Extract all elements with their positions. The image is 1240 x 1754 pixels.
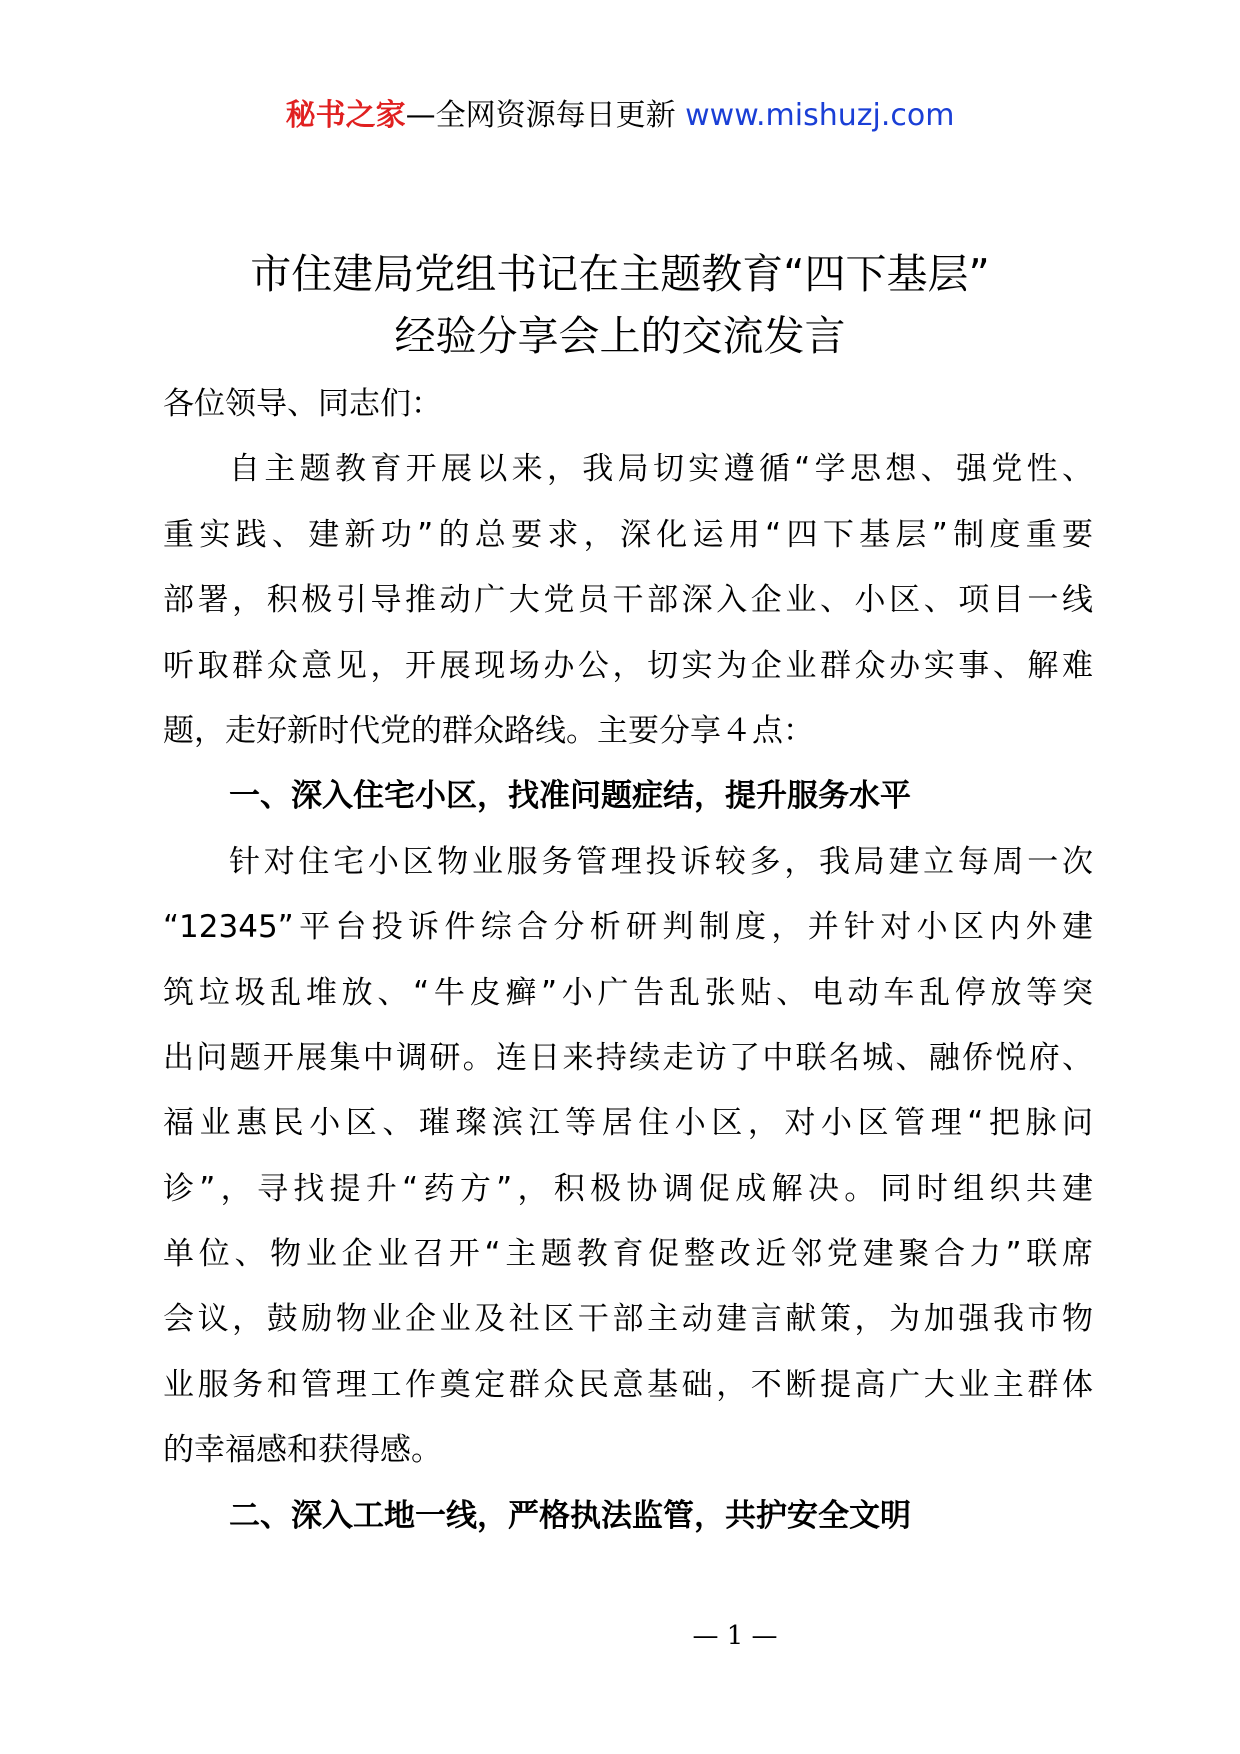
section1-line: 筑垃圾乱堆放、“牛皮癣”小广告乱张贴、电动车乱停放等突	[163, 974, 1093, 1011]
section1-line: 单位、物业企业召开“主题教育促整改近邻党建聚合力”联席	[163, 1236, 1093, 1273]
title-line-2: 经验分享会上的交流发言	[394, 312, 846, 360]
section1-line: 针对住宅小区物业服务管理投诉较多，我局建立每周一次	[229, 843, 1093, 880]
document-body	[163, 372, 1093, 1549]
intro-line: 重实践、建新功”的总要求，深化运用“四下基层”制度重要	[163, 516, 1093, 553]
intro-line: 听取群众意见，开展现场办公，切实为企业群众办实事、解难	[163, 647, 1093, 684]
section1-line: 诊”，寻找提升“药方”，积极协调促成解决。同时组织共建	[163, 1170, 1093, 1207]
site-tagline: —全网资源每日更新	[405, 98, 686, 133]
section1-line: 业服务和管理工作奠定群众民意基础，不断提高广大业主群体	[163, 1366, 1093, 1403]
section-heading-1: 一、深入住宅小区，找准问题症结，提升服务水平	[229, 778, 911, 815]
section1-line: “12345”平台投诉件综合分析研判制度，并针对小区内外建	[163, 909, 1093, 946]
page-number: — 1 —	[692, 1621, 778, 1651]
site-url[interactable]: www.mishuzj.com	[685, 98, 955, 133]
intro-line: 题，走好新时代党的群众路线。主要分享４点：	[163, 712, 814, 749]
section-heading-2: 二、深入工地一线，严格执法监管，共护安全文明	[229, 1497, 911, 1534]
section1-line: 会议，鼓励物业企业及社区干部主动建言献策，为加强我市物	[163, 1301, 1093, 1338]
section1-line: 出问题开展集中调研。连日来持续走访了中联名城、融侨悦府、	[163, 1039, 1093, 1076]
section1-line: 福业惠民小区、璀璨滨江等居住小区，对小区管理“把脉问	[163, 1105, 1093, 1142]
site-banner	[0, 96, 1240, 136]
title-line-1: 市住建局党组书记在主题教育“四下基层”	[250, 250, 990, 298]
intro-line: 部署，积极引导推动广大党员干部深入企业、小区、项目一线	[163, 582, 1093, 619]
section1-line: 的幸福感和获得感。	[163, 1432, 442, 1469]
salutation: 各位领导、同志们：	[163, 386, 442, 422]
site-brand: 秘书之家	[285, 98, 406, 133]
document-title	[0, 243, 1240, 367]
intro-line: 自主题教育开展以来，我局切实遵循“学思想、强党性、	[229, 451, 1093, 488]
